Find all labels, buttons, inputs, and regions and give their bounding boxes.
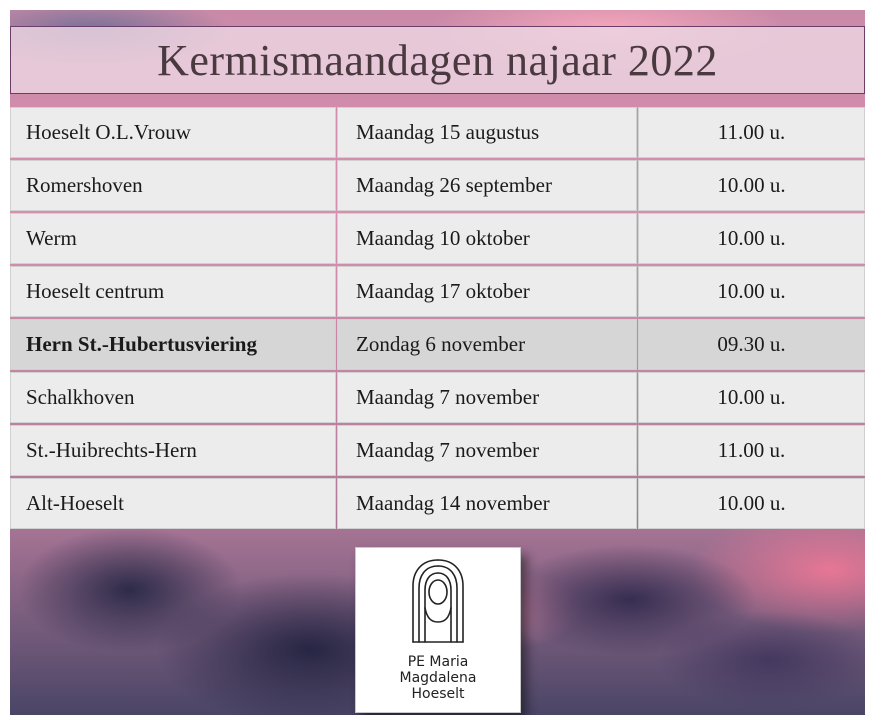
- table-row: [10, 107, 865, 160]
- table-row: [10, 160, 865, 213]
- time-cell: 10.00 u.: [638, 266, 865, 317]
- madonna-icon: [403, 556, 473, 648]
- time-cell: 11.00 u.: [638, 107, 865, 158]
- date-cell: Maandag 7 november: [337, 372, 637, 423]
- date-cell: Maandag 7 november: [337, 425, 637, 476]
- date-cell: Maandag 14 november: [337, 478, 637, 529]
- logo-line: Hoeselt: [411, 686, 465, 702]
- place-cell: Hoeselt O.L.Vrouw: [10, 107, 336, 158]
- table-row: [10, 213, 865, 266]
- place-cell: Hern St.-Hubertusviering: [10, 319, 336, 370]
- place-cell: St.-Huibrechts-Hern: [10, 425, 336, 476]
- table-row: [10, 266, 865, 319]
- logo-line: PE Maria: [407, 654, 469, 670]
- poster-background: [10, 10, 865, 715]
- logo-line: Magdalena: [399, 670, 477, 686]
- time-cell: 09.30 u.: [638, 319, 865, 370]
- date-cell: Maandag 26 september: [337, 160, 637, 211]
- table-row: [10, 478, 865, 531]
- date-cell: Maandag 10 oktober: [337, 213, 637, 264]
- place-cell: Romershoven: [10, 160, 336, 211]
- table-row: [10, 425, 865, 478]
- table-row: [10, 372, 865, 425]
- place-cell: Werm: [10, 213, 336, 264]
- place-cell: Schalkhoven: [10, 372, 336, 423]
- time-cell: 10.00 u.: [638, 478, 865, 529]
- table-row-highlighted: [10, 319, 865, 372]
- time-cell: 10.00 u.: [638, 372, 865, 423]
- logo-caption: [400, 654, 477, 702]
- date-cell: Maandag 15 augustus: [337, 107, 637, 158]
- date-cell: Maandag 17 oktober: [337, 266, 637, 317]
- time-cell: 10.00 u.: [638, 213, 865, 264]
- place-cell: Hoeselt centrum: [10, 266, 336, 317]
- parish-logo: [355, 547, 521, 713]
- date-cell: Zondag 6 november: [337, 319, 637, 370]
- title-banner: [10, 26, 865, 94]
- page-title: Kermismaandagen najaar 2022: [157, 35, 718, 85]
- time-cell: 10.00 u.: [638, 160, 865, 211]
- time-cell: 11.00 u.: [638, 425, 865, 476]
- place-cell: Alt-Hoeselt: [10, 478, 336, 529]
